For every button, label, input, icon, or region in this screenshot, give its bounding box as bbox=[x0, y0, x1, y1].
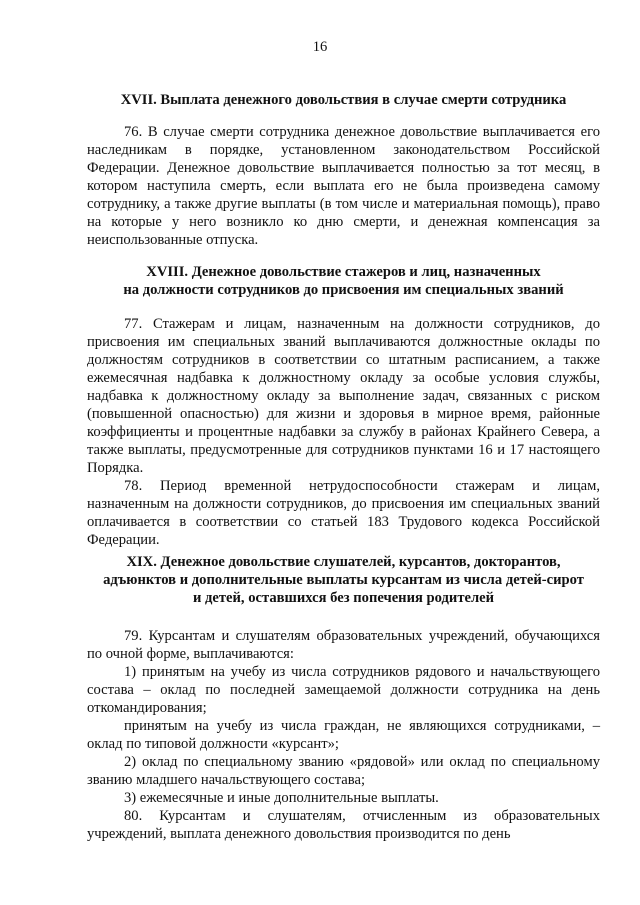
section-heading: на должности сотрудников до присвоения им специальных званий bbox=[123, 282, 564, 298]
section-xviii bbox=[87, 263, 600, 299]
section-heading: XIX. Денежное довольствие слушателей, курсантов, докторантов, bbox=[126, 554, 561, 570]
page-number: 16 bbox=[312, 39, 328, 55]
paragraph-79-item-3: 3) ежемесячные и иные дополнительные выплаты. bbox=[124, 790, 439, 806]
section-xvii-body bbox=[87, 123, 600, 249]
paragraph-79: 79. Курсантам и слушателям образовательных учреждений, обучающихся по очной форме, выплачиваются: bbox=[87, 628, 600, 662]
section-heading: адъюнктов и дополнительные выплаты курсантам из числа детей-сирот bbox=[103, 572, 584, 588]
paragraph-80: 80. Курсантам и слушателям, отчисленным из образовательных учреждений, выплата денежного довольствия производится по день bbox=[87, 808, 600, 842]
paragraph-79-item-2: 2) оклад по специальному званию «рядовой» или оклад по специальному званию младшего начальствующего состава; bbox=[87, 754, 600, 788]
paragraph-77: 77. Стажерам и лицам, назначенным на должности сотрудников, до присвоения им специальных званий выплачиваются должностные оклады по должностям сотрудников в соответствии со штатным расписанием, а также ежемесячная надбавка к должностному окладу за особые условия службы, надбавка к должностному окладу за выполнение задач, связанных с риском (повышенной опасностью) для жизни и здоровья в мирное время, районные коэффициенты и процентные надбавки за службу в районах Крайнего Севера, а также выплаты, предусмотренные для сотрудников пунктами 16 и 17 настоящего Порядка. bbox=[87, 316, 600, 476]
section-heading: и детей, оставшихся без попечения родителей bbox=[192, 590, 495, 606]
paragraph-79-item-1: 1) принятым на учебу из числа сотрудников рядового и начальствующего состава – оклад по последней замещаемой должности сотрудника на день откомандирования; bbox=[87, 664, 600, 716]
section-xix-body bbox=[87, 627, 600, 843]
section-xix bbox=[87, 553, 600, 607]
section-xviii-body bbox=[87, 315, 600, 549]
section-heading: XVII. Выплата денежного довольствия в случае смерти сотрудника bbox=[120, 92, 567, 108]
paragraph-76: 76. В случае смерти сотрудника денежное довольствие выплачивается его наследникам в порядке, установленном законодательством Российской Федерации. Денежное довольствие выплачивается полностью за тот месяц, в котором наступила смерть, если выплата его не была произведена самому сотруднику, а также другие выплаты (в том числе и материальная помощь), право на которые у него возникло ко дню смерти, и денежная компенсация за неиспользованные отпуска. bbox=[87, 124, 600, 248]
section-xvii bbox=[87, 91, 600, 109]
paragraph-79-item-1-cont: принятым на учебу из числа граждан, не являющихся сотрудниками, – оклад по типовой должности «курсант»; bbox=[87, 718, 600, 752]
section-heading: XVIII. Денежное довольствие стажеров и лиц, назначенных bbox=[146, 264, 541, 280]
paragraph-78: 78. Период временной нетрудоспособности стажерам и лицам, назначенным на должности сотрудников, до присвоения им специальных званий оплачивается в соответствии со статьей 183 Трудового кодекса Российской Федерации. bbox=[87, 478, 600, 548]
